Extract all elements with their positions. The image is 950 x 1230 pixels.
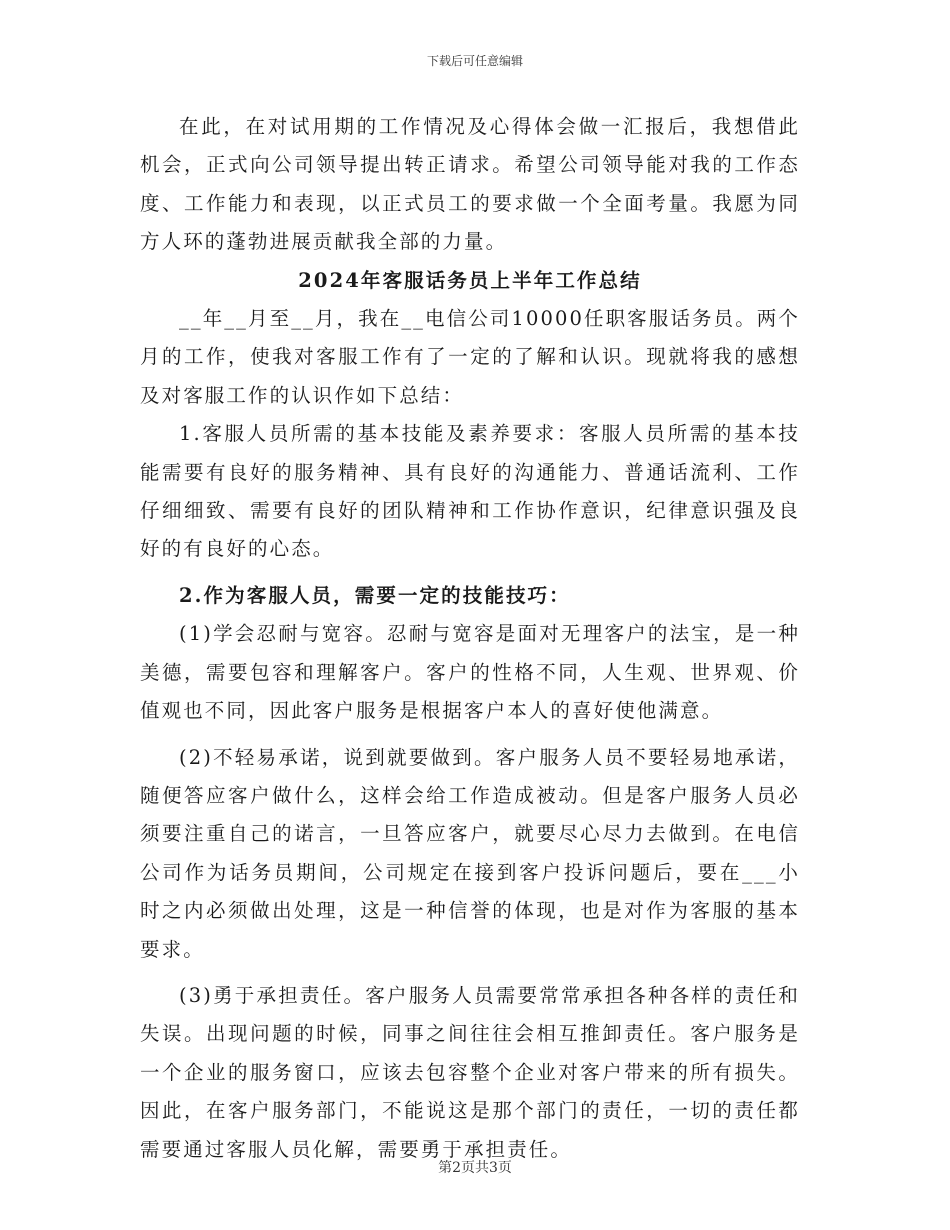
section-1-paragraph: 1.客服人员所需的基本技能及素养要求：客服人员所需的基本技能需要有良好的服务精神、具有良好的沟通能力、普通话流利、工作仔细细致、需要有良好的团队精神和工作协作意识，纪律意识强及良好的有良好的心态。 <box>140 422 800 561</box>
page-footer: 第2页共3页 <box>438 1160 512 1176</box>
document-body <box>140 108 800 1169</box>
section-2-item-2: (2)不轻易承诺，说到就要做到。客户服务人员不要轻易地承诺，随便答应客户做什么，这样会给工作造成被动。但是客户服务人员必须要注重自己的诺言，一旦答应客户，就要尽心尽力去做到。在电信公司作为话务员期间，公司规定在接到客户投诉问题后，要在___小时之内必须做出处理，这是一种信誉的体现，也是对作为客服的基本要求。 <box>140 745 800 961</box>
document-title: 2024年客服话务员上半年工作总结 <box>298 268 642 292</box>
intro-paragraph: 在此，在对试用期的工作情况及心得体会做一汇报后，我想借此机会，正式向公司领导提出转正请求。希望公司领导能对我的工作态度、工作能力和表现，以正式员工的要求做一个全面考量。我愿为同方人环的蓬勃进展贡献我全部的力量。 <box>140 115 800 254</box>
page-header: 下载后可任意编辑 <box>426 54 523 68</box>
section-2-item-3: (3)勇于承担责任。客户服务人员需要常常承担各种各样的责任和失误。出现问题的时候，同事之间往往会相互推卸责任。客户服务是一个企业的服务窗口，应该去包容整个企业对客户带来的所有损失。因此，在客户服务部门，不能说这是那个部门的责任，一切的责任都需要通过客服人员化解，需要勇于承担责任。 <box>140 983 800 1161</box>
opening-paragraph: __年__月至__月，我在__电信公司10000任职客服话务员。两个月的工作，使我对客服工作有了一定的了解和认识。现就将我的感想及对客服工作的认识作如下总结： <box>140 307 800 407</box>
section-2-item-1: (1)学会忍耐与宽容。忍耐与宽容是面对无理客户的法宝，是一种美德，需要包容和理解客户。客户的性格不同，人生观、世界观、价值观也不同，因此客户服务是根据客户本人的喜好使他满意。 <box>140 622 800 723</box>
section-2-heading: 2.作为客服人员，需要一定的技能技巧： <box>179 583 571 607</box>
